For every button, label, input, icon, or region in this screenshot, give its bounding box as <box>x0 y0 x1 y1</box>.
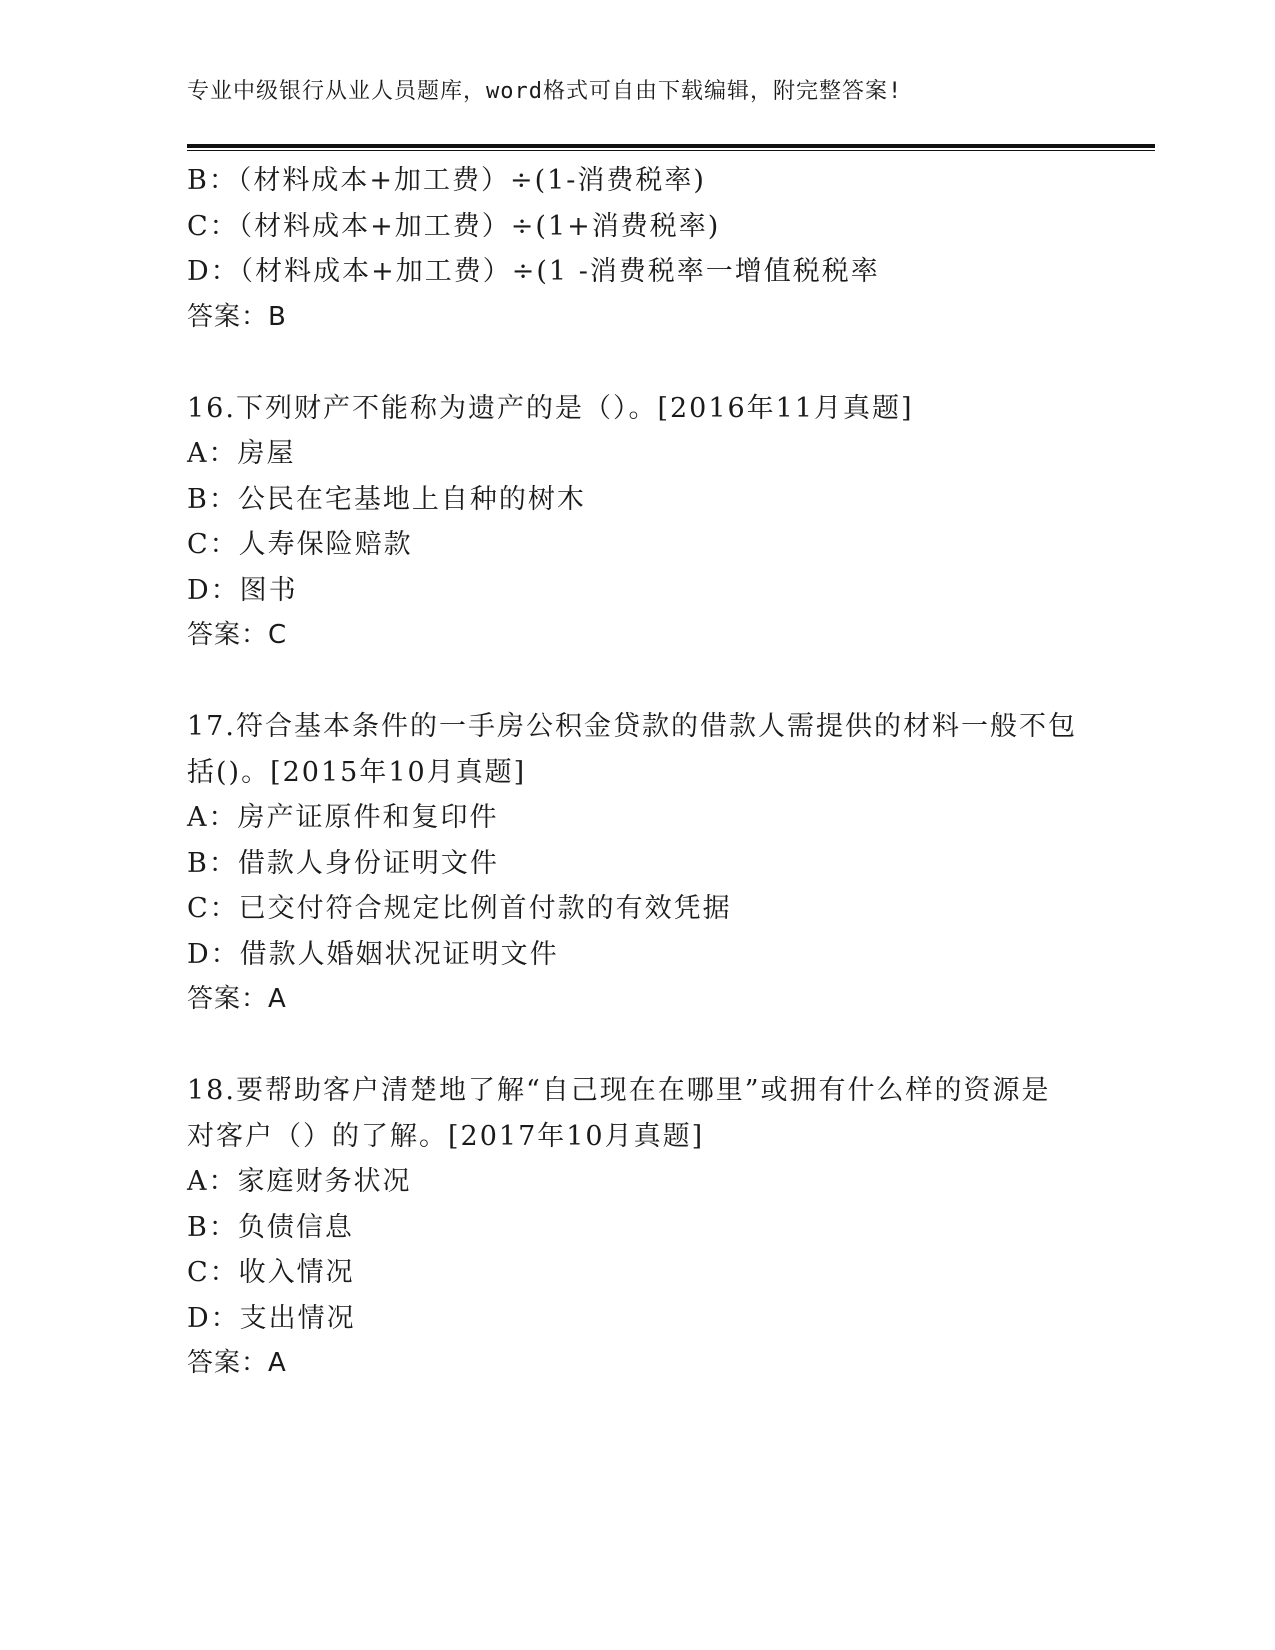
question-stem-line-1: 17.符合基本条件的一手房公积金贷款的借款人需提供的材料一般不包 <box>187 711 1077 742</box>
question-stem: 16.下列财产不能称为遗产的是（）。[2016年11月真题] <box>187 392 914 424</box>
answer: 答案：C <box>187 620 288 650</box>
answer: 答案：A <box>187 984 287 1014</box>
question-16 <box>187 386 1087 659</box>
option-d: D：图书 <box>187 574 298 606</box>
answer: 答案：A <box>187 1348 287 1378</box>
page-header: 专业中级银行从业人员题库，word格式可自由下载编辑，附完整答案! <box>187 79 903 104</box>
previous-question-tail <box>187 158 1087 340</box>
question-stem-line-2: 对客户（）的了解。[2017年10月真题] <box>187 1120 705 1152</box>
option-d: D：借款人婚姻状况证明文件 <box>187 938 559 970</box>
option-d: D：支出情况 <box>187 1302 356 1334</box>
spacer <box>187 1023 1087 1069</box>
option-a: A：家庭财务状况 <box>187 1166 412 1197</box>
question-content <box>187 158 1087 1387</box>
option-a: A：房产证原件和复印件 <box>187 802 499 833</box>
option-b: B：（材料成本+加工费）÷(1-消费税率) <box>187 165 706 196</box>
option-c: C：收入情况 <box>187 1257 355 1288</box>
spacer <box>187 340 1087 386</box>
option-b: B：借款人身份证明文件 <box>187 847 499 879</box>
option-d: D：（材料成本+加工费）÷(1 -消费税率一增值税税率 <box>187 256 880 287</box>
spacer <box>187 659 1087 705</box>
answer: 答案：B <box>187 301 287 332</box>
option-c: C：（材料成本+加工费）÷(1+消费税率) <box>187 210 721 242</box>
question-stem-line-2: 括()。[2015年10月真题] <box>187 756 527 788</box>
option-b: B：公民在宅基地上自种的树木 <box>187 483 586 515</box>
header-rule-thin <box>187 150 1155 151</box>
option-c: C：人寿保险赔款 <box>187 529 413 560</box>
question-17 <box>187 704 1087 1023</box>
header-rule-thick <box>187 144 1155 148</box>
option-a: A：房屋 <box>187 438 296 469</box>
option-b: B：负债信息 <box>187 1211 354 1243</box>
question-stem-line-1: 18.要帮助客户清楚地了解“自己现在在哪里”或拥有什么样的资源是 <box>187 1075 1051 1106</box>
question-18 <box>187 1068 1087 1387</box>
option-c: C：已交付符合规定比例首付款的有效凭据 <box>187 893 732 924</box>
